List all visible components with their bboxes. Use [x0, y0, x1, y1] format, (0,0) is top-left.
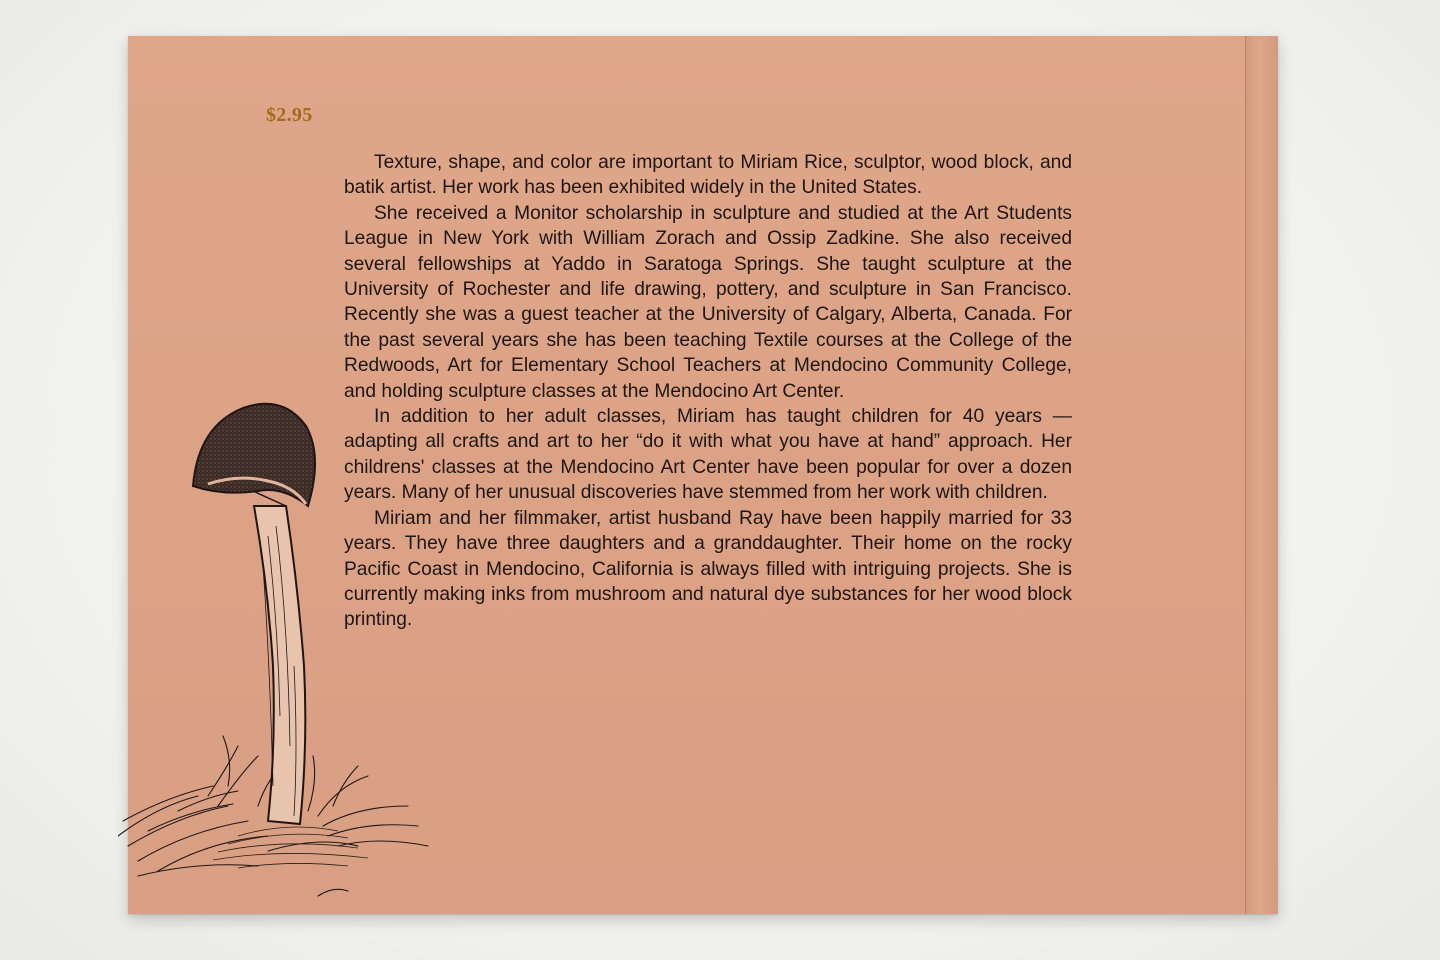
bio-paragraph: Texture, shape, and color are important to Miriam Rice, sculptor, wood block, and batik artist. Her work has been exhibited widely in the United States. [344, 152, 1072, 199]
mushroom-illustration [118, 366, 458, 906]
mushroom-stem [254, 506, 305, 824]
bio-paragraph: She received a Monitor scholarship in sculpture and studied at the Art Students League in New York with William Zorach and Ossip Zadkine. She also received several fellowships at Yaddo in Saratoga Springs. She taught sculpture at the University of Rochester and life drawing, pottery, and sculpture in San Francisco. Recently she was a guest teacher at the University of Calgary, Alberta, Canada. For the past several years she has been teaching Textile courses at the College of the Redwoods, Art for Elementary School Teachers at Mendocino Community College, and holding sculpture classes at the Mendocino Art Center. [344, 202, 1072, 402]
bio-paragraph: In addition to her adult classes, Miriam has taught children for 40 years — adapting all crafts and art to her “do it with what you have at hand” approach. Her childrens' classes at the Mendocino Art Center have been popular for over a dozen years. Many of her unusual discoveries have stemmed from her work with children. [344, 406, 1072, 504]
book-back-cover [128, 36, 1278, 914]
bio-paragraph: Miriam and her filmmaker, artist husband Ray have been happily married for 33 years. They have three daughters and a granddaughter. Their home on the rocky Pacific Coast in Mendocino, California is always filled with intriguing projects. She is currently making inks from mushroom and natural dye substances for her wood block printing. [344, 507, 1072, 631]
book-spine [1245, 36, 1278, 914]
price-label: $2.95 [266, 104, 313, 126]
ground-hatching [213, 827, 368, 868]
